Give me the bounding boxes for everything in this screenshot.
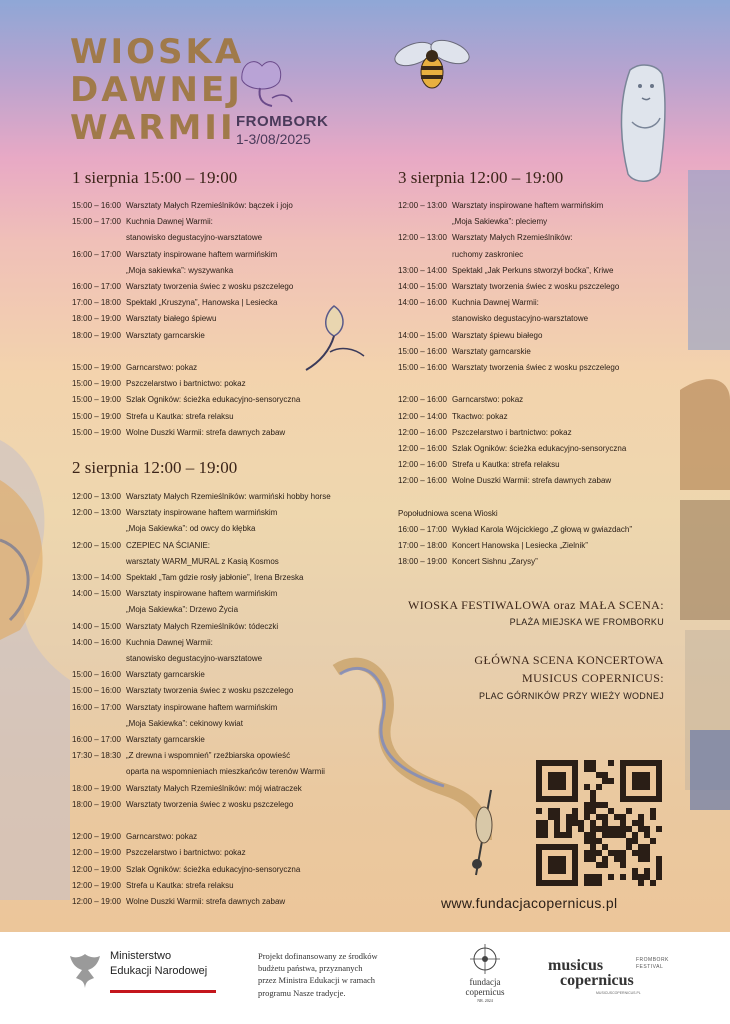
schedule-time: 12:00 – 19:00 (72, 848, 121, 858)
schedule-time: 12:00 – 13:00 (72, 508, 121, 518)
schedule-row (72, 862, 331, 878)
schedule-activity: Spektakl „Tam gdzie rosły jabłonie”, Irena Brzeska (126, 573, 304, 583)
ministry-name-line-1: Ministerstwo (110, 950, 172, 962)
day3-schedule (398, 198, 632, 571)
schedule-time: 12:00 – 15:00 (72, 540, 121, 550)
schedule-row (398, 214, 632, 230)
schedule-time: 12:00 – 13:00 (398, 233, 447, 243)
schedule-row (72, 409, 300, 425)
schedule-row (398, 522, 632, 538)
schedule-row (398, 473, 632, 489)
schedule-row (398, 311, 632, 327)
schedule-time: 15:00 – 16:00 (72, 670, 121, 680)
schedule-time: 12:00 – 16:00 (398, 395, 447, 405)
main-stage-heading-1: GŁÓWNA SCENA KONCERTOWA (474, 653, 664, 667)
schedule-time: 17:00 – 18:00 (398, 541, 447, 551)
schedule-activity: Warsztaty inspirowane haftem warmińskim (126, 589, 278, 599)
schedule-activity: „Moja sakiewka”: wyszywanka (126, 265, 234, 275)
schedule-time: 15:00 – 19:00 (72, 363, 121, 373)
schedule-row (72, 748, 331, 764)
schedule-row (72, 829, 331, 845)
schedule-activity: Kuchnia Dawnej Warmii: (126, 637, 213, 647)
schedule-activity: Szlak Ogników: ścieżka edukacyjno-sensoryczna (452, 444, 627, 454)
left-swirl-decoration (0, 380, 80, 900)
schedule-row (72, 764, 331, 780)
schedule-row (72, 230, 300, 246)
schedule-activity: Szlak Ogników: ścieżka edukacyjno-sensoryczna (126, 864, 301, 874)
schedule-activity: Koncert Hanowska | Lesiecka „Zielnik” (452, 541, 588, 551)
schedule-row (72, 716, 331, 732)
logo-line-3: WARMII (70, 108, 236, 148)
schedule-activity: Warsztaty garncarskie (126, 330, 205, 340)
main-stage-heading-2: MUSICUS COPERNICUS: (522, 671, 664, 685)
schedule-row (398, 328, 632, 344)
schedule-row (398, 360, 632, 376)
schedule-time: 13:00 – 14:00 (398, 265, 447, 275)
schedule-time: 14:00 – 15:00 (72, 621, 121, 631)
festival-dates: 1-3/08/2025 (236, 131, 311, 147)
schedule-activity: „Moja Sakiewka”: od owcy do kłębka (126, 524, 256, 534)
schedule-time (72, 651, 126, 667)
tulip-illustration (300, 300, 370, 376)
schedule-time (72, 554, 126, 570)
schedule-time (72, 602, 126, 618)
ribbon-spindle-illustration (326, 650, 526, 880)
schedule-activity: Warsztaty garncarskie (126, 670, 205, 680)
right-landscape-decoration (680, 170, 730, 890)
schedule-time: 18:00 – 19:00 (72, 799, 121, 809)
schedule-time: 12:00 – 16:00 (398, 476, 447, 486)
schedule-row (398, 344, 632, 360)
day2-title: 2 sierpnia 12:00 – 19:00 (72, 458, 238, 477)
schedule-row (72, 360, 300, 376)
schedule-row (72, 683, 331, 699)
schedule-activity: Szlak Ogników: ścieżka edukacyjno-sensoryczna (126, 395, 301, 405)
schedule-activity: „Moja Sakiewka”: Drzewo Życia (126, 605, 239, 615)
schedule-time: 14:00 – 15:00 (398, 282, 447, 292)
schedule-time: 18:00 – 19:00 (72, 783, 121, 793)
schedule-activity: „Z drewna i wspomnień” rzeźbiarska opowieść (126, 751, 291, 761)
schedule-row (72, 651, 331, 667)
project-note-line: przez Ministra Edukacji w ramach (258, 975, 376, 986)
schedule-activity: „Moja Sakiewka”: cekinowy kwiat (126, 718, 243, 728)
schedule-activity: Garncarstwo: pokaz (126, 832, 198, 842)
fundacja-name-line-2: copernicus (465, 987, 505, 997)
schedule-activity: CZEPIEC NA ŚCIANIE: (126, 540, 211, 550)
schedule-activity: Wolne Duszki Warmii: strefa dawnych zabaw (126, 897, 286, 907)
musicus-small-1: FROMBORK (636, 957, 669, 963)
schedule-row (398, 263, 632, 279)
schedule-row (72, 198, 300, 214)
schedule-time: Popołudniowa scena Wioski (398, 508, 498, 518)
schedule-row (398, 538, 632, 554)
schedule-activity: Warsztaty garncarskie (452, 346, 531, 356)
schedule-activity: Warsztaty inspirowane haftem warmińskim (126, 249, 278, 259)
musicus-small-2: FESTIVAL (636, 964, 664, 970)
schedule-time: 16:00 – 17:00 (72, 282, 121, 292)
schedule-time: 18:00 – 19:00 (72, 314, 121, 324)
schedule-activity: Garncarstwo: pokaz (452, 395, 524, 405)
schedule-time: 17:00 – 18:00 (72, 298, 121, 308)
schedule-activity: stanowisko degustacyjno-warsztatowe (452, 314, 589, 324)
schedule-activity: Warsztaty Małych Rzemieślników: bączek i jojo (126, 201, 293, 210)
schedule-time: 14:00 – 15:00 (72, 589, 121, 599)
schedule-time: 12:00 – 16:00 (398, 460, 447, 470)
schedule-time: 15:00 – 16:00 (398, 346, 447, 356)
schedule-time: 12:00 – 13:00 (398, 201, 447, 210)
schedule-row (398, 198, 632, 214)
schedule-row (72, 247, 300, 263)
schedule-time: 12:00 – 16:00 (398, 444, 447, 454)
schedule-activity: stanowisko degustacyjno-warsztatowe (126, 233, 263, 243)
schedule-activity: Warsztaty tworzenia świec z wosku pszczelego (452, 282, 620, 292)
schedule-time (398, 214, 452, 230)
main-stage-place: PLAC GÓRNIKÓW PRZY WIEŻY WODNEJ (479, 691, 664, 701)
schedule-time: 12:00 – 13:00 (72, 492, 121, 501)
schedule-row (398, 506, 632, 522)
fundacja-logo-icon (470, 944, 500, 974)
schedule-row (72, 311, 300, 327)
schedule-activity: Strefa u Kautka: strefa relaksu (126, 880, 234, 890)
schedule-time: 12:00 – 14:00 (398, 411, 447, 421)
schedule-row (72, 878, 331, 894)
schedule-activity: Warsztaty tworzenia świec z wosku pszczelego (126, 282, 294, 292)
schedule-time (72, 764, 126, 780)
schedule-time: 17:30 – 18:30 (72, 751, 121, 761)
schedule-time (398, 247, 452, 263)
schedule-row (398, 279, 632, 295)
fundacja-name-line-1: fundacja (469, 977, 501, 987)
schedule-activity: warsztaty WARM_MURAL z Kasią Kosmos (126, 556, 279, 566)
schedule-activity: Wykład Karola Wójcickiego „Z głową w gwiazdach” (452, 525, 632, 535)
schedule-activity: Warsztaty inspirowane haftem warmińskim (452, 201, 604, 210)
schedule-row (72, 732, 331, 748)
schedule-time: 12:00 – 19:00 (72, 897, 121, 907)
schedule-activity: Warsztaty Małych Rzemieślników: mój wiatraczek (126, 783, 302, 793)
musicus-logo-line-1: musicus (548, 957, 604, 974)
schedule-time: 15:00 – 16:00 (398, 363, 447, 373)
schedule-activity: Pszczelarstwo i bartnictwo: pokaz (126, 379, 246, 389)
schedule-row (72, 295, 300, 311)
schedule-activity: Tkactwo: pokaz (452, 411, 508, 421)
schedule-row (398, 441, 632, 457)
schedule-time: 12:00 – 16:00 (398, 427, 447, 437)
schedule-activity: Pszczelarstwo i bartnictwo: pokaz (126, 848, 246, 858)
schedule-time (398, 311, 452, 327)
schedule-activity: Garncarstwo: pokaz (126, 363, 198, 373)
schedule-time: 15:00 – 17:00 (72, 217, 121, 227)
schedule-activity: Warsztaty tworzenia świec z wosku pszczelego (452, 363, 620, 373)
schedule-row (398, 392, 632, 408)
eagle-emblem-icon (66, 950, 104, 992)
schedule-row (72, 570, 331, 586)
schedule-time (72, 263, 126, 279)
schedule-time: 16:00 – 17:00 (398, 525, 447, 535)
schedule-activity: Kuchnia Dawnej Warmii: (452, 298, 539, 308)
schedule-row (72, 505, 331, 521)
schedule-activity: ruchomy zaskroniec (452, 249, 524, 259)
schedule-time: 12:00 – 19:00 (72, 864, 121, 874)
schedule-row (72, 797, 331, 813)
schedule-row (72, 894, 331, 910)
schedule-row (72, 214, 300, 230)
schedule-activity: Koncert Sishnu „Zarysy” (452, 557, 538, 567)
website-link[interactable]: www.fundacjacopernicus.pl (441, 895, 618, 911)
schedule-activity: Strefa u Kautka: strefa relaksu (452, 460, 560, 470)
stone-figure-illustration (612, 62, 674, 186)
schedule-spacer (398, 490, 632, 506)
schedule-row (398, 457, 632, 473)
schedule-row (72, 635, 331, 651)
schedule-row (72, 602, 331, 618)
schedule-spacer (72, 813, 331, 829)
schedule-row (72, 328, 300, 344)
schedule-activity: Pszczelarstwo i bartnictwo: pokaz (452, 427, 572, 437)
schedule-row (72, 619, 331, 635)
schedule-row (72, 554, 331, 570)
schedule-activity: Spektakl „Jak Perkuns stworzył boćka”, Kriwe (452, 265, 614, 275)
schedule-row (72, 667, 331, 683)
schedule-row (398, 295, 632, 311)
ministry-flag-bar (110, 990, 216, 993)
schedule-time: 15:00 – 16:00 (72, 686, 121, 696)
schedule-row (72, 845, 331, 861)
schedule-row (72, 538, 331, 554)
logo-line-1: WIOSKA (70, 32, 245, 72)
schedule-activity: Warsztaty Małych Rzemieślników: tódeczki (126, 621, 279, 631)
schedule-row (398, 230, 632, 246)
schedule-time: 14:00 – 16:00 (398, 298, 447, 308)
schedule-time: 15:00 – 19:00 (72, 379, 121, 389)
musicus-logo-line-2: copernicus (560, 972, 634, 989)
schedule-time: 15:00 – 19:00 (72, 411, 121, 421)
schedule-row (72, 586, 331, 602)
project-note-line: Projekt dofinansowany ze środków (258, 951, 378, 961)
schedule-row (72, 263, 300, 279)
schedule-time: 12:00 – 19:00 (72, 880, 121, 890)
schedule-activity: Warsztaty inspirowane haftem warmińskim (126, 702, 278, 712)
schedule-time: 15:00 – 19:00 (72, 427, 121, 437)
schedule-time: 16:00 – 17:00 (72, 702, 121, 712)
schedule-activity: Strefa u Kautka: strefa relaksu (126, 411, 234, 421)
schedule-activity: Warsztaty białego śpiewu (126, 314, 217, 324)
project-note-line: programu Nasze tradycje. (258, 987, 346, 998)
schedule-activity: Warsztaty inspirowane haftem warmińskim (126, 508, 278, 518)
schedule-activity: Kuchnia Dawnej Warmii: (126, 217, 213, 227)
schedule-activity: Warsztaty tworzenia świec z wosku pszczelego (126, 686, 294, 696)
bee-illustration (392, 34, 472, 96)
schedule-activity: „Moja Sakiewka”: pleciemy (452, 217, 548, 227)
schedule-row (72, 700, 331, 716)
musicus-url: MUSICUSCOPERNICUS.PL (596, 991, 641, 995)
project-note-line: budżetu państwa, przyznanych (258, 963, 363, 974)
logo-line-2: DAWNEJ (70, 70, 243, 110)
schedule-time: 14:00 – 16:00 (72, 637, 121, 647)
schedule-row (72, 489, 331, 505)
schedule-time: 14:00 – 15:00 (398, 330, 447, 340)
schedule-spacer (398, 376, 632, 392)
fundacja-name-line-3: NR. 2024 (477, 998, 493, 1003)
schedule-row (72, 425, 300, 441)
schedule-row (72, 781, 331, 797)
day1-schedule (72, 198, 300, 441)
schedule-time: 12:00 – 19:00 (72, 832, 121, 842)
schedule-spacer (72, 344, 300, 360)
schedule-time (72, 521, 126, 537)
ministry-name-line-2: Edukacji Narodowej (110, 965, 208, 977)
schedule-activity: Warsztaty Małych Rzemieślników: (452, 233, 573, 243)
village-venue-place: PLAŻA MIEJSKA WE FROMBORKU (509, 617, 664, 627)
project-funding-note (258, 950, 408, 999)
schedule-activity: Wolne Duszki Warmii: strefa dawnych zabaw (452, 476, 612, 486)
schedule-time (72, 230, 126, 246)
schedule-row (398, 409, 632, 425)
schedule-time: 15:00 – 16:00 (72, 201, 121, 210)
schedule-activity: oparta na wspomnieniach mieszkańców terenów Warmii (126, 767, 325, 777)
schedule-row (398, 425, 632, 441)
day1-title: 1 sierpnia 15:00 – 19:00 (72, 168, 238, 187)
schedule-activity: Spektakl „Kruszyna”, Hanowska | Lesiecka (126, 298, 278, 308)
schedule-activity: Wolne Duszki Warmii: strefa dawnych zabaw (126, 427, 286, 437)
village-venue-heading: WIOSKA FESTIWALOWA oraz MAŁA SCENA: (408, 598, 664, 612)
schedule-activity: Warsztaty tworzenia świec z wosku pszczelego (126, 799, 294, 809)
qr-code[interactable] (536, 760, 662, 886)
schedule-time: 18:00 – 19:00 (72, 330, 121, 340)
day3-title: 3 sierpnia 12:00 – 19:00 (398, 168, 564, 187)
schedule-activity: Warsztaty garncarskie (126, 735, 205, 745)
schedule-time (72, 716, 126, 732)
schedule-time: 16:00 – 17:00 (72, 249, 121, 259)
schedule-row (72, 279, 300, 295)
schedule-row (72, 392, 300, 408)
festival-place: FROMBORK (236, 113, 329, 130)
schedule-activity: Warsztaty Małych Rzemieślników: warmiński hobby horse (126, 492, 331, 501)
schedule-time: 16:00 – 17:00 (72, 735, 121, 745)
schedule-activity: Warsztaty śpiewu białego (452, 330, 543, 340)
schedule-row (398, 554, 632, 570)
day2-schedule (72, 489, 331, 910)
schedule-row (398, 247, 632, 263)
schedule-activity: stanowisko degustacyjno-warsztatowe (126, 654, 263, 664)
schedule-row (72, 521, 331, 537)
schedule-time: 13:00 – 14:00 (72, 573, 121, 583)
schedule-row (72, 376, 300, 392)
schedule-time: 15:00 – 19:00 (72, 395, 121, 405)
schedule-time: 18:00 – 19:00 (398, 557, 447, 567)
